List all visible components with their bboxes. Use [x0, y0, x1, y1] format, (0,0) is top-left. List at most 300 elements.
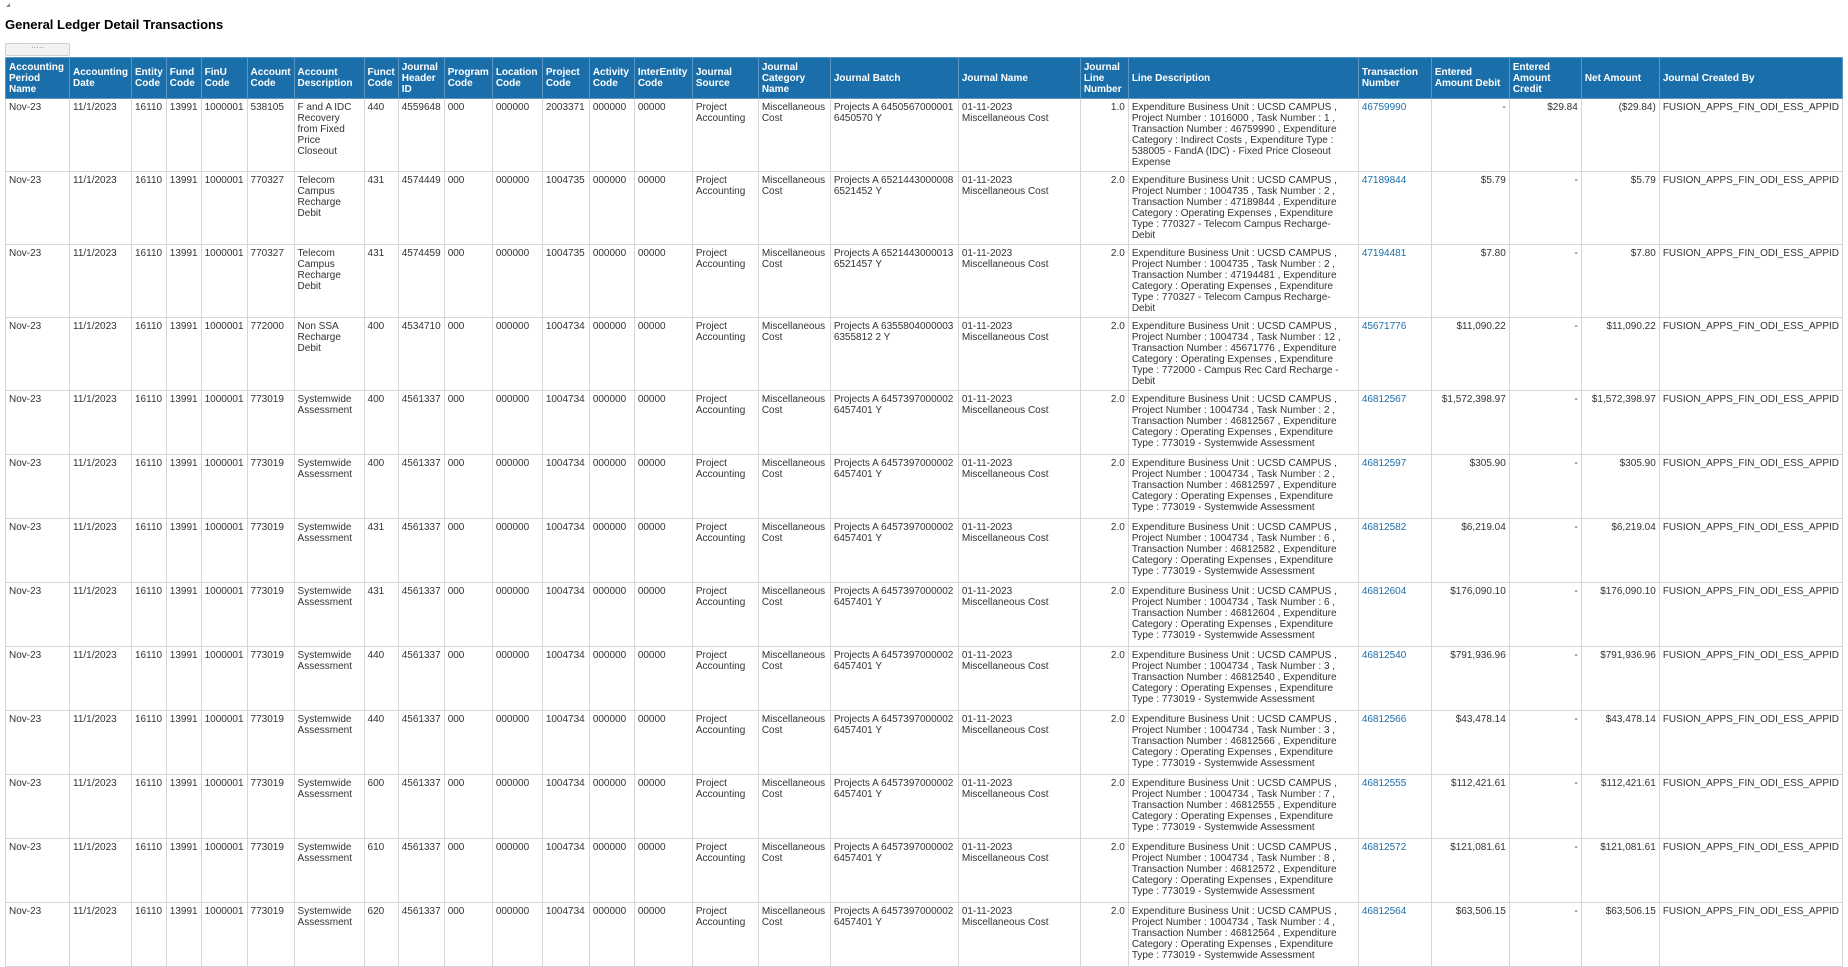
cell-journal-created-by: FUSION_APPS_FIN_ODI_ESS_APPID — [1659, 391, 1842, 455]
cell-entered-amount-credit: - — [1509, 172, 1581, 245]
column-header-line-description[interactable]: Line Description — [1128, 58, 1358, 99]
cell-net-amount: $112,421.61 — [1581, 775, 1659, 839]
cell-journal-header-id: 4574459 — [398, 245, 444, 318]
cell-account-description: Systemwide Assessment — [294, 775, 364, 839]
cell-entity-code: 16110 — [132, 172, 167, 245]
cell-accounting-date: 11/1/2023 — [70, 839, 132, 903]
cell-entered-amount-debit: $1,572,398.97 — [1431, 391, 1509, 455]
cell-journal-category-name: Miscellaneous Cost — [758, 839, 830, 903]
cell-journal-line-number: 2.0 — [1080, 318, 1128, 391]
cell-journal-category-name: Miscellaneous Cost — [758, 318, 830, 391]
cell-entered-amount-credit: - — [1509, 245, 1581, 318]
table-row — [6, 903, 1843, 967]
cell-journal-source: Project Accounting — [692, 775, 758, 839]
transaction-number-link[interactable]: 46812567 — [1361, 394, 1407, 405]
cell-journal-category-name: Miscellaneous Cost — [758, 172, 830, 245]
transaction-number-link[interactable]: 46812566 — [1361, 714, 1407, 725]
column-header-accounting-period-name[interactable]: Accounting Period Name — [6, 58, 70, 99]
cell-entered-amount-debit: $63,506.15 — [1431, 903, 1509, 967]
cell-finu-code: 1000001 — [201, 318, 247, 391]
cell-entity-code: 16110 — [132, 647, 167, 711]
cell-journal-created-by: FUSION_APPS_FIN_ODI_ESS_APPID — [1659, 519, 1842, 583]
cell-journal-line-number: 2.0 — [1080, 391, 1128, 455]
cell-funct-code: 440 — [364, 711, 398, 775]
cell-accounting-date: 11/1/2023 — [70, 318, 132, 391]
cell-line-description: Expenditure Business Unit : UCSD CAMPUS , Project Number : 1004734 , Task Number : 2 , Transaction Number : 46812597 , Expenditure Category : Operating Expenses , Expenditure Type : 773019 - Systemwide Assessment — [1128, 455, 1358, 519]
cell-location-code: 000000 — [492, 775, 542, 839]
cell-project-code: 1004734 — [542, 647, 589, 711]
cell-program-code: 000 — [444, 711, 492, 775]
cell-program-code: 000 — [444, 583, 492, 647]
cell-transaction-number — [1358, 455, 1431, 519]
cell-fund-code: 13991 — [166, 172, 201, 245]
cell-account-description: F and A IDC Recovery from Fixed Price Closeout — [294, 99, 364, 172]
cell-net-amount: $7.80 — [1581, 245, 1659, 318]
cell-interentity-code: 00000 — [634, 839, 692, 903]
cell-journal-name: 01-11-2023 Miscellaneous Cost — [958, 647, 1080, 711]
cell-account-description: Systemwide Assessment — [294, 903, 364, 967]
cell-project-code: 1004734 — [542, 318, 589, 391]
cell-journal-line-number: 2.0 — [1080, 245, 1128, 318]
cell-funct-code: 600 — [364, 775, 398, 839]
cell-program-code: 000 — [444, 318, 492, 391]
cell-finu-code: 1000001 — [201, 775, 247, 839]
cell-journal-header-id: 4561337 — [398, 903, 444, 967]
column-header-entity-code[interactable]: Entity Code — [132, 58, 167, 99]
cell-program-code: 000 — [444, 172, 492, 245]
cell-journal-line-number: 2.0 — [1080, 455, 1128, 519]
cell-journal-source: Project Accounting — [692, 318, 758, 391]
cell-account-description: Systemwide Assessment — [294, 711, 364, 775]
cell-journal-name: 01-11-2023 Miscellaneous Cost — [958, 391, 1080, 455]
column-header-activity-code[interactable]: Activity Code — [589, 58, 634, 99]
table-row — [6, 775, 1843, 839]
cell-entity-code: 16110 — [132, 99, 167, 172]
cell-net-amount: $305.90 — [1581, 455, 1659, 519]
column-header-journal-created-by[interactable]: Journal Created By — [1659, 58, 1842, 99]
cell-accounting-period-name: Nov-23 — [6, 245, 70, 318]
cell-entity-code: 16110 — [132, 391, 167, 455]
cell-account-code: 770327 — [247, 172, 294, 245]
cell-line-description: Expenditure Business Unit : UCSD CAMPUS , Project Number : 1004734 , Task Number : 6 , Transaction Number : 46812582 , Expenditure Category : Operating Expenses , Expenditure Type : 773019 - Systemwide Assessment — [1128, 519, 1358, 583]
cell-accounting-period-name: Nov-23 — [6, 903, 70, 967]
cell-transaction-number — [1358, 245, 1431, 318]
cell-interentity-code: 00000 — [634, 245, 692, 318]
cell-interentity-code: 00000 — [634, 647, 692, 711]
cell-journal-batch: Projects A 6457397000002 6457401 Y — [830, 647, 958, 711]
cell-journal-line-number: 1.0 — [1080, 99, 1128, 172]
cell-journal-batch: Projects A 6457397000002 6457401 Y — [830, 455, 958, 519]
transaction-number-link[interactable]: 46812604 — [1361, 586, 1407, 597]
cell-net-amount: $11,090.22 — [1581, 318, 1659, 391]
cell-account-code: 773019 — [247, 647, 294, 711]
cell-journal-line-number: 2.0 — [1080, 172, 1128, 245]
cell-entered-amount-credit: - — [1509, 711, 1581, 775]
cell-journal-category-name: Miscellaneous Cost — [758, 903, 830, 967]
cell-transaction-number — [1358, 519, 1431, 583]
cell-fund-code: 13991 — [166, 99, 201, 172]
transaction-number-link[interactable]: 47189844 — [1361, 175, 1407, 186]
transaction-number-link[interactable]: 45671776 — [1361, 321, 1407, 332]
cell-journal-batch: Projects A 6355804000003 6355812 2 Y — [830, 318, 958, 391]
cell-net-amount: $43,478.14 — [1581, 711, 1659, 775]
cell-location-code: 000000 — [492, 455, 542, 519]
cell-journal-created-by: FUSION_APPS_FIN_ODI_ESS_APPID — [1659, 172, 1842, 245]
cell-finu-code: 1000001 — [201, 711, 247, 775]
cell-entity-code: 16110 — [132, 583, 167, 647]
cell-accounting-date: 11/1/2023 — [70, 455, 132, 519]
cell-journal-batch: Projects A 6457397000002 6457401 Y — [830, 711, 958, 775]
cell-journal-created-by: FUSION_APPS_FIN_ODI_ESS_APPID — [1659, 455, 1842, 519]
table-row — [6, 245, 1843, 318]
cell-interentity-code: 00000 — [634, 519, 692, 583]
cell-line-description: Expenditure Business Unit : UCSD CAMPUS , Project Number : 1004734 , Task Number : 12 , Transaction Number : 45671776 , Expenditure Category : Operating Expenses , Expenditure Type : 772000 - Campus Rec Card Recharge - Debit — [1128, 318, 1358, 391]
cell-entity-code: 16110 — [132, 519, 167, 583]
cell-journal-header-id: 4561337 — [398, 391, 444, 455]
cell-entered-amount-debit: $6,219.04 — [1431, 519, 1509, 583]
cell-funct-code: 440 — [364, 647, 398, 711]
cell-journal-source: Project Accounting — [692, 172, 758, 245]
cell-finu-code: 1000001 — [201, 583, 247, 647]
cell-fund-code: 13991 — [166, 245, 201, 318]
cell-journal-line-number: 2.0 — [1080, 775, 1128, 839]
cell-project-code: 1004734 — [542, 455, 589, 519]
cell-journal-category-name: Miscellaneous Cost — [758, 583, 830, 647]
column-header-journal-category-name[interactable]: Journal Category Name — [758, 58, 830, 99]
cell-entity-code: 16110 — [132, 903, 167, 967]
column-header-account-code[interactable]: Account Code — [247, 58, 294, 99]
cell-journal-line-number: 2.0 — [1080, 903, 1128, 967]
column-header-account-description[interactable]: Account Description — [294, 58, 364, 99]
column-header-journal-source[interactable]: Journal Source — [692, 58, 758, 99]
cell-interentity-code: 00000 — [634, 391, 692, 455]
table-header-row — [6, 58, 1843, 99]
column-header-entered-amount-debit[interactable]: Entered Amount Debit — [1431, 58, 1509, 99]
cell-project-code: 1004735 — [542, 172, 589, 245]
cell-program-code: 000 — [444, 839, 492, 903]
cell-fund-code: 13991 — [166, 455, 201, 519]
cell-entered-amount-debit: $121,081.61 — [1431, 839, 1509, 903]
cell-location-code: 000000 — [492, 318, 542, 391]
cell-account-code: 773019 — [247, 903, 294, 967]
cell-entered-amount-debit: $7.80 — [1431, 245, 1509, 318]
cell-entered-amount-credit: - — [1509, 647, 1581, 711]
cell-program-code: 000 — [444, 455, 492, 519]
cell-entered-amount-credit: - — [1509, 839, 1581, 903]
cell-account-code: 773019 — [247, 391, 294, 455]
cell-journal-batch: Projects A 6521443000013 6521457 Y — [830, 245, 958, 318]
cell-activity-code: 000000 — [589, 318, 634, 391]
cell-journal-name: 01-11-2023 Miscellaneous Cost — [958, 903, 1080, 967]
cell-journal-name: 01-11-2023 Miscellaneous Cost — [958, 172, 1080, 245]
ledger-table — [5, 57, 1843, 967]
cell-account-description: Systemwide Assessment — [294, 647, 364, 711]
cell-transaction-number — [1358, 172, 1431, 245]
cell-account-code: 773019 — [247, 839, 294, 903]
cell-entered-amount-debit: $305.90 — [1431, 455, 1509, 519]
cell-funct-code: 440 — [364, 99, 398, 172]
cell-entity-code: 16110 — [132, 711, 167, 775]
cell-journal-category-name: Miscellaneous Cost — [758, 775, 830, 839]
cell-journal-line-number: 2.0 — [1080, 519, 1128, 583]
cell-journal-created-by: FUSION_APPS_FIN_ODI_ESS_APPID — [1659, 318, 1842, 391]
cell-journal-name: 01-11-2023 Miscellaneous Cost — [958, 839, 1080, 903]
column-header-entered-amount-credit[interactable]: Entered Amount Credit — [1509, 58, 1581, 99]
cell-entered-amount-debit: $176,090.10 — [1431, 583, 1509, 647]
table-row — [6, 318, 1843, 391]
cell-line-description: Expenditure Business Unit : UCSD CAMPUS , Project Number : 1004734 , Task Number : 8 , Transaction Number : 46812572 , Expenditure Category : Operating Expenses , Expenditure Type : 773019 - Systemwide Assessment — [1128, 839, 1358, 903]
column-header-fund-code[interactable]: Fund Code — [166, 58, 201, 99]
cell-interentity-code: 00000 — [634, 99, 692, 172]
cell-journal-created-by: FUSION_APPS_FIN_ODI_ESS_APPID — [1659, 583, 1842, 647]
cell-accounting-date: 11/1/2023 — [70, 903, 132, 967]
cell-funct-code: 400 — [364, 455, 398, 519]
cell-finu-code: 1000001 — [201, 839, 247, 903]
column-header-journal-header-id[interactable]: Journal Header ID — [398, 58, 444, 99]
cell-funct-code: 400 — [364, 391, 398, 455]
table-row — [6, 455, 1843, 519]
cell-activity-code: 000000 — [589, 172, 634, 245]
cell-accounting-period-name: Nov-23 — [6, 391, 70, 455]
cell-journal-name: 01-11-2023 Miscellaneous Cost — [958, 519, 1080, 583]
cell-journal-source: Project Accounting — [692, 647, 758, 711]
cell-entered-amount-credit: - — [1509, 391, 1581, 455]
cell-location-code: 000000 — [492, 903, 542, 967]
cell-journal-name: 01-11-2023 Miscellaneous Cost — [958, 583, 1080, 647]
cell-location-code: 000000 — [492, 391, 542, 455]
cell-journal-category-name: Miscellaneous Cost — [758, 647, 830, 711]
cell-project-code: 1004734 — [542, 839, 589, 903]
cell-journal-header-id: 4574449 — [398, 172, 444, 245]
column-header-project-code[interactable]: Project Code — [542, 58, 589, 99]
cell-program-code: 000 — [444, 775, 492, 839]
ledger-grid-container[interactable] — [5, 57, 1848, 961]
cell-line-description: Expenditure Business Unit : UCSD CAMPUS , Project Number : 1016000 , Task Number : 1 , Transaction Number : 46759990 , Expenditure Category : Indirect Costs , Expenditure Type : 538005 - FandA (IDC) - Fixed Price Closeout Expense — [1128, 99, 1358, 172]
cell-journal-category-name: Miscellaneous Cost — [758, 519, 830, 583]
transaction-number-link[interactable]: 46812572 — [1361, 842, 1407, 853]
cell-journal-batch: Projects A 6457397000002 6457401 Y — [830, 583, 958, 647]
column-header-journal-line-number[interactable]: Journal Line Number — [1080, 58, 1128, 99]
column-header-program-code[interactable]: Program Code — [444, 58, 492, 99]
cell-journal-source: Project Accounting — [692, 391, 758, 455]
transaction-number-link[interactable]: 46812597 — [1361, 458, 1407, 469]
column-header-finu-code[interactable]: FinU Code — [201, 58, 247, 99]
cell-finu-code: 1000001 — [201, 647, 247, 711]
cell-account-code: 773019 — [247, 775, 294, 839]
column-header-net-amount[interactable]: Net Amount — [1581, 58, 1659, 99]
table-row — [6, 172, 1843, 245]
resize-corner-icon — [6, 3, 10, 7]
cell-funct-code: 620 — [364, 903, 398, 967]
table-row — [6, 583, 1843, 647]
cell-entered-amount-credit: - — [1509, 519, 1581, 583]
column-header-funct-code[interactable]: Funct Code — [364, 58, 398, 99]
cell-account-description: Telecom Campus Recharge Debit — [294, 245, 364, 318]
cell-line-description: Expenditure Business Unit : UCSD CAMPUS , Project Number : 1004734 , Task Number : 6 , Transaction Number : 46812604 , Expenditure Category : Operating Expenses , Expenditure Type : 773019 - Systemwide Assessment — [1128, 583, 1358, 647]
column-header-location-code[interactable]: Location Code — [492, 58, 542, 99]
toolbar-handle-button[interactable]: ····· — [5, 43, 70, 56]
cell-journal-source: Project Accounting — [692, 245, 758, 318]
cell-location-code: 000000 — [492, 647, 542, 711]
cell-journal-source: Project Accounting — [692, 455, 758, 519]
cell-line-description: Expenditure Business Unit : UCSD CAMPUS , Project Number : 1004734 , Task Number : 3 , Transaction Number : 46812540 , Expenditure Category : Operating Expenses , Expenditure Type : 773019 - Systemwide Assessment — [1128, 647, 1358, 711]
cell-net-amount: $5.79 — [1581, 172, 1659, 245]
cell-entered-amount-debit: $112,421.61 — [1431, 775, 1509, 839]
cell-journal-created-by: FUSION_APPS_FIN_ODI_ESS_APPID — [1659, 839, 1842, 903]
cell-entered-amount-debit: $43,478.14 — [1431, 711, 1509, 775]
cell-account-description: Systemwide Assessment — [294, 519, 364, 583]
cell-journal-header-id: 4561337 — [398, 775, 444, 839]
cell-fund-code: 13991 — [166, 583, 201, 647]
cell-entered-amount-credit: - — [1509, 318, 1581, 391]
cell-location-code: 000000 — [492, 245, 542, 318]
cell-finu-code: 1000001 — [201, 245, 247, 318]
cell-entered-amount-debit: - — [1431, 99, 1509, 172]
cell-location-code: 000000 — [492, 839, 542, 903]
cell-journal-header-id: 4534710 — [398, 318, 444, 391]
cell-accounting-period-name: Nov-23 — [6, 711, 70, 775]
table-row — [6, 839, 1843, 903]
cell-activity-code: 000000 — [589, 245, 634, 318]
cell-entity-code: 16110 — [132, 455, 167, 519]
cell-activity-code: 000000 — [589, 903, 634, 967]
column-header-accounting-date[interactable]: Accounting Date — [70, 58, 132, 99]
cell-interentity-code: 00000 — [634, 583, 692, 647]
cell-accounting-date: 11/1/2023 — [70, 245, 132, 318]
cell-project-code: 1004734 — [542, 775, 589, 839]
cell-journal-category-name: Miscellaneous Cost — [758, 711, 830, 775]
cell-line-description: Expenditure Business Unit : UCSD CAMPUS , Project Number : 1004734 , Task Number : 3 , Transaction Number : 46812566 , Expenditure Category : Operating Expenses , Expenditure Type : 773019 - Systemwide Assessment — [1128, 711, 1358, 775]
cell-journal-name: 01-11-2023 Miscellaneous Cost — [958, 775, 1080, 839]
cell-project-code: 1004734 — [542, 583, 589, 647]
cell-activity-code: 000000 — [589, 455, 634, 519]
cell-transaction-number — [1358, 711, 1431, 775]
table-row — [6, 99, 1843, 172]
cell-entity-code: 16110 — [132, 775, 167, 839]
cell-entered-amount-credit: - — [1509, 455, 1581, 519]
cell-journal-category-name: Miscellaneous Cost — [758, 391, 830, 455]
cell-journal-created-by: FUSION_APPS_FIN_ODI_ESS_APPID — [1659, 775, 1842, 839]
cell-journal-source: Project Accounting — [692, 583, 758, 647]
transaction-number-link[interactable]: 47194481 — [1361, 248, 1407, 259]
cell-account-description: Systemwide Assessment — [294, 391, 364, 455]
cell-journal-batch: Projects A 6450567000001 6450570 Y — [830, 99, 958, 172]
cell-journal-name: 01-11-2023 Miscellaneous Cost — [958, 99, 1080, 172]
cell-net-amount: $6,219.04 — [1581, 519, 1659, 583]
cell-journal-batch: Projects A 6457397000002 6457401 Y — [830, 519, 958, 583]
cell-location-code: 000000 — [492, 711, 542, 775]
column-header-journal-batch[interactable]: Journal Batch — [830, 58, 958, 99]
cell-finu-code: 1000001 — [201, 455, 247, 519]
cell-entity-code: 16110 — [132, 839, 167, 903]
cell-account-code: 773019 — [247, 455, 294, 519]
cell-entered-amount-credit: - — [1509, 583, 1581, 647]
cell-program-code: 000 — [444, 519, 492, 583]
cell-journal-header-id: 4561337 — [398, 711, 444, 775]
transaction-number-link[interactable]: 46812564 — [1361, 906, 1407, 917]
cell-interentity-code: 00000 — [634, 318, 692, 391]
cell-entered-amount-credit: - — [1509, 903, 1581, 967]
cell-interentity-code: 00000 — [634, 775, 692, 839]
transaction-number-link[interactable]: 46812540 — [1361, 650, 1407, 661]
cell-journal-created-by: FUSION_APPS_FIN_ODI_ESS_APPID — [1659, 903, 1842, 967]
cell-line-description: Expenditure Business Unit : UCSD CAMPUS , Project Number : 1004734 , Task Number : 2 , Transaction Number : 46812567 , Expenditure Category : Operating Expenses , Expenditure Type : 773019 - Systemwide Assessment — [1128, 391, 1358, 455]
cell-funct-code: 431 — [364, 583, 398, 647]
cell-net-amount: ($29.84) — [1581, 99, 1659, 172]
cell-entered-amount-credit: - — [1509, 775, 1581, 839]
cell-accounting-period-name: Nov-23 — [6, 318, 70, 391]
cell-finu-code: 1000001 — [201, 519, 247, 583]
cell-net-amount: $1,572,398.97 — [1581, 391, 1659, 455]
column-header-transaction-number[interactable]: Transaction Number — [1358, 58, 1431, 99]
cell-journal-created-by: FUSION_APPS_FIN_ODI_ESS_APPID — [1659, 245, 1842, 318]
cell-journal-line-number: 2.0 — [1080, 583, 1128, 647]
cell-net-amount: $791,936.96 — [1581, 647, 1659, 711]
cell-fund-code: 13991 — [166, 839, 201, 903]
cell-activity-code: 000000 — [589, 711, 634, 775]
column-header-journal-name[interactable]: Journal Name — [958, 58, 1080, 99]
cell-journal-name: 01-11-2023 Miscellaneous Cost — [958, 455, 1080, 519]
cell-net-amount: $63,506.15 — [1581, 903, 1659, 967]
cell-accounting-period-name: Nov-23 — [6, 99, 70, 172]
cell-account-description: Systemwide Assessment — [294, 455, 364, 519]
cell-accounting-date: 11/1/2023 — [70, 583, 132, 647]
cell-interentity-code: 00000 — [634, 903, 692, 967]
cell-entered-amount-debit: $791,936.96 — [1431, 647, 1509, 711]
cell-transaction-number — [1358, 775, 1431, 839]
cell-program-code: 000 — [444, 245, 492, 318]
table-row — [6, 711, 1843, 775]
cell-journal-name: 01-11-2023 Miscellaneous Cost — [958, 318, 1080, 391]
cell-journal-source: Project Accounting — [692, 711, 758, 775]
column-header-interentity-code[interactable]: InterEntity Code — [634, 58, 692, 99]
cell-entered-amount-credit: $29.84 — [1509, 99, 1581, 172]
cell-accounting-date: 11/1/2023 — [70, 391, 132, 455]
cell-accounting-period-name: Nov-23 — [6, 455, 70, 519]
cell-activity-code: 000000 — [589, 647, 634, 711]
cell-project-code: 1004734 — [542, 903, 589, 967]
cell-program-code: 000 — [444, 903, 492, 967]
cell-activity-code: 000000 — [589, 99, 634, 172]
cell-journal-batch: Projects A 6457397000002 6457401 Y — [830, 391, 958, 455]
cell-account-description: Systemwide Assessment — [294, 839, 364, 903]
cell-journal-header-id: 4561337 — [398, 647, 444, 711]
cell-entered-amount-debit: $5.79 — [1431, 172, 1509, 245]
cell-activity-code: 000000 — [589, 839, 634, 903]
cell-journal-line-number: 2.0 — [1080, 647, 1128, 711]
cell-account-code: 773019 — [247, 711, 294, 775]
cell-fund-code: 13991 — [166, 647, 201, 711]
cell-account-code: 772000 — [247, 318, 294, 391]
cell-fund-code: 13991 — [166, 903, 201, 967]
cell-funct-code: 431 — [364, 245, 398, 318]
cell-funct-code: 610 — [364, 839, 398, 903]
cell-journal-batch: Projects A 6457397000002 6457401 Y — [830, 903, 958, 967]
transaction-number-link[interactable]: 46812555 — [1361, 778, 1407, 789]
cell-accounting-period-name: Nov-23 — [6, 172, 70, 245]
cell-program-code: 000 — [444, 391, 492, 455]
transaction-number-link[interactable]: 46812582 — [1361, 522, 1407, 533]
cell-accounting-period-name: Nov-23 — [6, 775, 70, 839]
cell-interentity-code: 00000 — [634, 172, 692, 245]
transaction-number-link[interactable]: 46759990 — [1361, 102, 1407, 113]
cell-funct-code: 431 — [364, 519, 398, 583]
cell-accounting-date: 11/1/2023 — [70, 99, 132, 172]
cell-journal-batch: Projects A 6457397000002 6457401 Y — [830, 775, 958, 839]
cell-activity-code: 000000 — [589, 775, 634, 839]
cell-account-code: 773019 — [247, 583, 294, 647]
cell-journal-header-id: 4561337 — [398, 455, 444, 519]
